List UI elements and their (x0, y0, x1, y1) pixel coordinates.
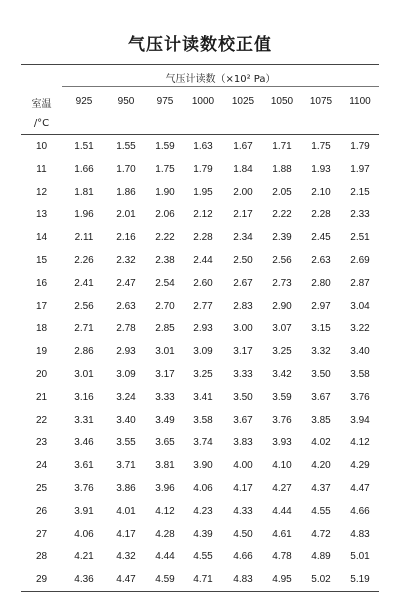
correction-value-cell: 4.47 (116, 574, 136, 586)
correction-value-cell: 2.11 (74, 232, 94, 244)
correction-value-cell: 3.25 (272, 346, 292, 358)
correction-value-cell: 4.44 (155, 551, 175, 563)
correction-value-cell: 4.06 (193, 483, 213, 494)
correction-value-cell: 3.76 (272, 414, 292, 426)
correction-value-cell: 2.15 (350, 186, 370, 198)
correction-value-cell: 3.40 (116, 414, 136, 426)
correction-value-cell: 1.67 (233, 141, 253, 152)
correction-value-cell: 2.44 (193, 255, 213, 266)
room-temp-unit: /°C (33, 118, 50, 129)
correction-value-cell: 3.22 (350, 323, 370, 335)
correction-value-cell: 3.41 (193, 391, 213, 403)
correction-value-cell: 2.51 (350, 232, 370, 244)
correction-value-cell: 1.79 (193, 163, 213, 175)
correction-value-cell: 3.90 (193, 460, 213, 472)
correction-value-cell: 4.32 (116, 551, 136, 563)
correction-value-cell: 3.01 (155, 346, 175, 358)
table-row (21, 250, 379, 273)
room-temp-cell: 23 (35, 437, 48, 449)
correction-value-cell: 3.85 (311, 414, 331, 426)
table-row (21, 159, 379, 182)
correction-value-cell: 3.67 (311, 391, 331, 403)
correction-value-cell: 3.94 (350, 414, 370, 426)
correction-value-cell: 2.38 (155, 255, 175, 266)
correction-value-cell: 4.02 (311, 437, 331, 449)
table-row (21, 387, 379, 410)
table-row (21, 318, 379, 341)
pressure-column-header: 925 (75, 96, 93, 107)
correction-value-cell: 1.86 (116, 186, 136, 198)
correction-value-cell: 3.58 (350, 369, 370, 380)
correction-value-cell: 2.70 (155, 300, 175, 312)
room-temp-cell: 10 (35, 141, 48, 152)
correction-value-cell: 3.31 (74, 414, 94, 426)
correction-value-cell: 3.16 (74, 391, 94, 403)
correction-value-cell: 1.90 (155, 186, 175, 198)
correction-value-cell: 2.97 (311, 300, 331, 312)
correction-value-cell: 4.23 (193, 505, 213, 517)
correction-value-cell: 4.55 (193, 551, 213, 563)
correction-value-cell: 5.01 (350, 551, 370, 563)
correction-value-cell: 4.29 (350, 460, 370, 472)
room-temp-cell: 24 (35, 460, 48, 472)
correction-value-cell: 2.22 (272, 209, 292, 221)
correction-value-cell: 3.32 (311, 346, 331, 358)
correction-value-cell: 2.87 (350, 277, 370, 289)
correction-value-cell: 3.93 (272, 437, 292, 449)
page-title: 气压计读数校正值 (128, 35, 272, 55)
correction-value-cell: 4.00 (233, 460, 253, 472)
correction-value-cell: 2.06 (155, 209, 175, 221)
correction-value-cell: 4.59 (155, 574, 175, 586)
correction-value-cell: 3.83 (233, 437, 253, 449)
correction-value-cell: 4.37 (311, 483, 331, 494)
room-temp-cell: 13 (35, 209, 48, 221)
correction-value-cell: 4.36 (74, 574, 94, 586)
correction-value-cell: 4.17 (233, 483, 253, 494)
correction-value-cell: 2.39 (272, 232, 292, 244)
table-row (21, 227, 379, 250)
table-row (21, 273, 379, 296)
correction-value-cell: 4.78 (272, 551, 292, 563)
room-temp-cell: 29 (35, 574, 48, 586)
correction-value-cell: 1.71 (272, 141, 292, 152)
room-temp-cell: 28 (35, 551, 48, 563)
room-temp-label: 室温 (31, 99, 52, 110)
correction-value-cell: 4.55 (311, 505, 331, 517)
correction-value-cell: 2.71 (74, 323, 94, 335)
correction-value-cell: 4.66 (350, 505, 370, 517)
correction-value-cell: 1.75 (155, 163, 175, 175)
correction-value-cell: 3.15 (311, 323, 331, 335)
correction-value-cell: 1.97 (350, 163, 370, 175)
correction-value-cell: 1.51 (74, 141, 94, 152)
correction-value-cell: 4.95 (272, 574, 292, 586)
correction-value-cell: 4.39 (193, 528, 213, 540)
correction-value-cell: 1.93 (311, 163, 331, 175)
correction-value-cell: 4.72 (311, 528, 331, 540)
correction-value-cell: 2.63 (116, 300, 136, 312)
table-row (21, 204, 379, 227)
correction-value-cell: 2.47 (116, 277, 136, 289)
correction-value-cell: 2.22 (155, 232, 175, 244)
correction-value-cell: 4.66 (233, 551, 253, 563)
correction-value-cell: 4.89 (311, 551, 331, 563)
correction-value-cell: 2.28 (311, 209, 331, 221)
correction-value-cell: 4.27 (272, 483, 292, 494)
correction-value-cell: 3.71 (116, 460, 136, 472)
correction-value-cell: 2.56 (74, 300, 94, 312)
correction-value-cell: 2.93 (116, 346, 136, 358)
correction-value-cell: 1.55 (116, 141, 136, 152)
correction-value-cell: 4.06 (74, 528, 94, 540)
table-top-rule (21, 64, 379, 65)
correction-value-cell: 4.44 (272, 505, 292, 517)
correction-value-cell: 3.09 (116, 369, 136, 380)
pressure-column-header: 975 (156, 96, 174, 107)
correction-value-cell: 3.55 (116, 437, 136, 449)
correction-value-cell: 4.28 (155, 528, 175, 540)
table-row (21, 341, 379, 364)
correction-value-cell: 2.50 (233, 255, 253, 266)
correction-value-cell: 3.76 (74, 483, 94, 494)
correction-value-cell: 3.25 (193, 369, 213, 380)
correction-value-cell: 2.78 (116, 323, 136, 335)
correction-value-cell: 3.58 (193, 414, 213, 426)
correction-value-cell: 4.33 (233, 505, 253, 517)
table-row (21, 410, 379, 433)
correction-value-cell: 4.61 (272, 528, 292, 540)
correction-value-cell: 5.02 (311, 574, 331, 586)
header-sub-rule (62, 86, 379, 87)
table-row (21, 478, 379, 501)
correction-value-cell: 3.91 (74, 505, 94, 517)
room-temp-cell: 15 (35, 255, 48, 266)
correction-value-cell: 3.46 (74, 437, 94, 449)
correction-value-cell: 2.34 (233, 232, 253, 244)
correction-value-cell: 3.09 (193, 346, 213, 358)
correction-value-cell: 2.16 (116, 232, 136, 244)
room-temp-cell: 19 (35, 346, 48, 358)
table-row (21, 182, 379, 205)
correction-value-cell: 1.81 (74, 186, 94, 198)
correction-value-cell: 1.63 (193, 141, 213, 152)
pressure-column-header: 1050 (270, 96, 294, 107)
table-row (21, 364, 379, 387)
correction-value-cell: 2.69 (350, 255, 370, 266)
correction-value-cell: 3.49 (155, 414, 175, 426)
correction-value-cell: 3.74 (193, 437, 213, 449)
correction-value-cell: 2.45 (311, 232, 331, 244)
pressure-group-header: 气压计读数（×10² Pa） (165, 74, 276, 85)
table-row (21, 524, 379, 547)
header-bottom-rule (21, 134, 379, 135)
correction-value-cell: 4.21 (74, 551, 94, 563)
correction-value-cell: 2.77 (193, 300, 213, 312)
correction-value-cell: 1.88 (272, 163, 292, 175)
correction-value-cell: 4.50 (233, 528, 253, 540)
room-temp-cell: 14 (35, 232, 48, 244)
correction-value-cell: 1.95 (193, 186, 213, 198)
correction-value-cell: 2.12 (193, 209, 213, 221)
correction-value-cell: 1.96 (74, 209, 94, 221)
correction-value-cell: 2.90 (272, 300, 292, 312)
table-row (21, 136, 379, 159)
correction-value-cell: 2.83 (233, 300, 253, 312)
correction-value-cell: 3.50 (311, 369, 331, 380)
correction-value-cell: 3.67 (233, 414, 253, 426)
correction-value-cell: 1.84 (233, 163, 253, 175)
correction-value-cell: 4.01 (116, 505, 136, 517)
pressure-column-header: 1075 (309, 96, 333, 107)
correction-value-cell: 2.54 (155, 277, 175, 289)
correction-value-cell: 2.10 (311, 186, 331, 198)
room-temp-cell: 21 (35, 391, 48, 403)
correction-value-cell: 2.56 (272, 255, 292, 266)
correction-value-cell: 3.86 (116, 483, 136, 494)
correction-value-cell: 4.20 (311, 460, 331, 472)
correction-value-cell: 1.70 (116, 163, 136, 175)
correction-value-cell: 1.75 (311, 141, 331, 152)
correction-value-cell: 3.40 (350, 346, 370, 358)
correction-value-cell: 4.83 (350, 528, 370, 540)
table-row (21, 296, 379, 319)
correction-value-cell: 2.01 (116, 209, 136, 221)
correction-value-cell: 4.10 (272, 460, 292, 472)
correction-value-cell: 3.42 (272, 369, 292, 380)
table-row (21, 569, 379, 592)
correction-value-cell: 2.00 (233, 186, 253, 198)
correction-value-cell: 3.01 (74, 369, 94, 380)
correction-value-cell: 1.59 (155, 141, 175, 152)
pressure-column-header: 950 (117, 96, 135, 107)
correction-value-cell: 3.17 (233, 346, 253, 358)
correction-value-cell: 3.17 (155, 369, 175, 380)
correction-value-cell: 2.26 (74, 255, 94, 266)
room-temp-cell: 16 (35, 277, 48, 289)
table-bottom-rule (21, 591, 379, 592)
correction-value-cell: 2.41 (74, 277, 94, 289)
correction-value-cell: 3.33 (233, 369, 253, 380)
table-row (21, 455, 379, 478)
correction-value-cell: 3.07 (272, 323, 292, 335)
pressure-column-header: 1025 (231, 96, 255, 107)
correction-value-cell: 3.61 (74, 460, 94, 472)
room-temp-cell: 11 (36, 163, 47, 175)
pressure-column-header: 1100 (349, 96, 371, 107)
room-temp-cell: 26 (35, 505, 48, 517)
correction-value-cell: 4.17 (116, 528, 136, 540)
correction-value-cell: 3.00 (233, 323, 253, 335)
table-row (21, 432, 379, 455)
correction-value-cell: 2.05 (272, 186, 292, 198)
correction-value-cell: 3.24 (116, 391, 136, 403)
correction-value-cell: 3.50 (233, 391, 253, 403)
room-temp-cell: 25 (35, 483, 48, 494)
correction-value-cell: 3.33 (155, 391, 175, 403)
correction-value-cell: 4.71 (193, 574, 213, 586)
room-temp-cell: 18 (35, 323, 48, 335)
room-temp-cell: 27 (35, 528, 48, 540)
correction-value-cell: 2.93 (193, 323, 213, 335)
correction-value-cell: 4.83 (233, 574, 253, 586)
correction-value-cell: 2.28 (193, 232, 213, 244)
correction-value-cell: 3.76 (350, 391, 370, 403)
correction-value-cell: 2.63 (311, 255, 331, 266)
correction-value-cell: 2.85 (155, 323, 175, 335)
correction-value-cell: 2.80 (311, 277, 331, 289)
correction-value-cell: 2.86 (74, 346, 94, 358)
room-temp-cell: 17 (35, 300, 48, 312)
correction-value-cell: 4.12 (350, 437, 370, 449)
table-row (21, 501, 379, 524)
correction-value-cell: 2.17 (233, 209, 253, 221)
correction-value-cell: 4.47 (350, 483, 370, 494)
room-temp-cell: 22 (35, 414, 48, 426)
correction-value-cell: 3.65 (155, 437, 175, 449)
correction-value-cell: 2.32 (116, 255, 136, 266)
correction-value-cell: 2.33 (350, 209, 370, 221)
correction-value-cell: 2.60 (193, 277, 213, 289)
correction-value-cell: 2.67 (233, 277, 253, 289)
correction-value-cell: 1.66 (74, 163, 94, 175)
correction-value-cell: 1.79 (350, 141, 370, 152)
correction-value-cell: 3.59 (272, 391, 292, 403)
correction-value-cell: 3.81 (155, 460, 175, 472)
correction-value-cell: 5.19 (350, 574, 370, 586)
correction-value-cell: 3.96 (155, 483, 175, 494)
table-row (21, 546, 379, 569)
correction-value-cell: 3.04 (350, 300, 370, 312)
pressure-column-header: 1000 (191, 96, 215, 107)
correction-value-cell: 2.73 (272, 277, 292, 289)
correction-value-cell: 4.12 (155, 505, 175, 517)
room-temp-cell: 12 (35, 186, 48, 198)
room-temp-cell: 20 (35, 369, 48, 380)
